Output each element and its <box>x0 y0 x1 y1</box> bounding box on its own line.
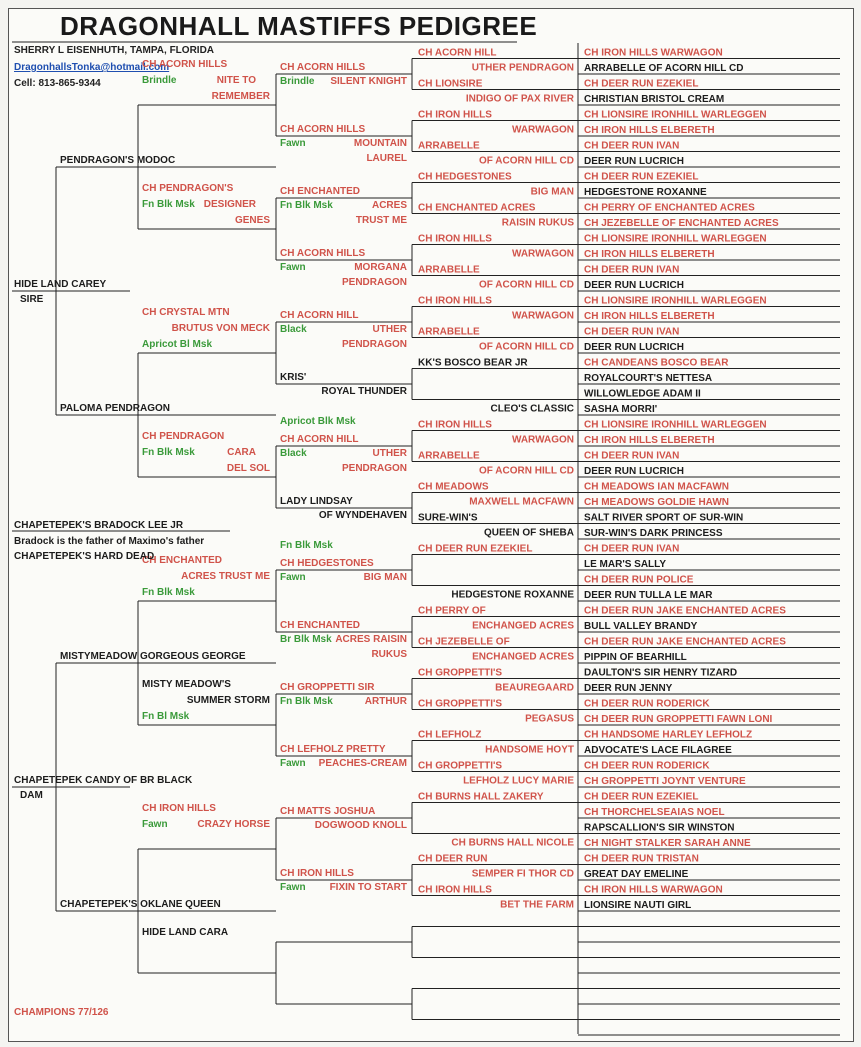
gen6-ancestor: ROYALCOURT'S NETTESA <box>584 373 713 384</box>
gen4-name-line2: ARTHUR <box>364 696 407 707</box>
gen5-name-line1: CH BURNS HALL ZAKERY <box>418 791 544 803</box>
gen6-ancestor: SALT RIVER SPORT OF SUR-WIN <box>584 512 744 524</box>
gen5-name-line1: CH LIONSIRE <box>418 78 483 90</box>
gen5-name-line1: CH DEER RUN EZEKIEL <box>418 543 533 555</box>
gen3-name-line1: CH IRON HILLS <box>142 803 216 814</box>
gen5-name-line2: HANDSOME HOYT <box>485 744 574 756</box>
gen3-name-line2: CARA <box>227 447 256 458</box>
gen5-name-line1: CH LEFHOLZ <box>418 729 482 741</box>
gen5-name-line1: ARRABELLE <box>418 264 480 276</box>
gen6-ancestor: CH MEADOWS IAN MACFAWN <box>584 481 729 493</box>
gen6-ancestor: SUR-WIN'S DARK PRINCESS <box>584 528 723 539</box>
gen4-coat-color: Fn Blk Msk <box>280 696 333 707</box>
gen3-coat-color: Fn Blk Msk <box>142 447 195 458</box>
gen6-ancestor: LE MAR'S SALLY <box>584 559 667 570</box>
gen3-name-line3: GENES <box>234 215 270 226</box>
gen6-ancestor: CH LIONSIRE IRONHILL WARLEGGEN <box>584 295 767 307</box>
gen4-coat-color: Br Blk Msk <box>280 634 332 645</box>
gen6-ancestor: CH CANDEANS BOSCO BEAR <box>584 357 729 369</box>
gen1-role: DAM <box>20 790 43 801</box>
gen6-ancestor: HEDGESTONE ROXANNE <box>584 187 707 198</box>
gen5-name-line2: ENCHANGED ACRES <box>472 620 574 632</box>
gen6-ancestor: CH JEZEBELLE OF ENCHANTED ACRES <box>584 218 779 229</box>
gen4-name-line2: ACRES RAISIN <box>335 634 407 645</box>
gen5-name-line2: PEGASUS <box>525 713 574 725</box>
email-link[interactable]: DragonhallsTonka@hotmail.com <box>14 62 170 73</box>
gen6-ancestor: CH LIONSIRE IRONHILL WARLEGGEN <box>584 233 767 245</box>
gen3-name-line2: NITE TO <box>216 75 256 86</box>
gen5-name-line2: LEFHOLZ LUCY MARIE <box>463 775 574 787</box>
gen6-ancestor: CHRISTIAN BRISTOL CREAM <box>584 94 725 105</box>
gen4-name-line1: CH ENCHANTED <box>280 186 360 197</box>
gen5-name-line2: BET THE FARM <box>500 899 574 911</box>
gen6-ancestor: DEER RUN LUCRICH <box>584 466 684 477</box>
gen4-name-line3: LAUREL <box>366 153 407 164</box>
gen4-name-line3: PENDRAGON <box>341 339 407 350</box>
gen6-ancestor: BULL VALLEY BRANDY <box>584 621 698 632</box>
gen3-name-line1: CH CRYSTAL MTN <box>142 307 230 318</box>
gen6-ancestor: LIONSIRE NAUTI GIRL <box>584 900 692 911</box>
gen6-ancestor: CH DEER RUN TRISTAN <box>584 853 699 865</box>
gen4-coat-color: Fawn <box>280 572 306 583</box>
gen3-name-line1: HIDE LAND CARA <box>142 927 229 938</box>
gen3-name-line2: BRUTUS VON MECK <box>171 323 270 334</box>
gen4-name-line1: CH ACORN HILL <box>280 310 359 321</box>
gen6-ancestor: CH IRON HILLS ELBERETH <box>584 311 715 322</box>
gen6-ancestor: PIPPIN OF BEARHILL <box>584 652 687 663</box>
gen6-ancestor: CH DEER RUN EZEKIEL <box>584 171 699 183</box>
gen6-ancestor: DEER RUN TULLA LE MAR <box>584 590 713 601</box>
gen4-name-line1: CH ACORN HILLS <box>280 62 366 73</box>
gen5-name-line2: ENCHANGED ACRES <box>472 651 574 663</box>
gen4-name-line2: ACRES <box>371 200 407 211</box>
gen6-ancestor: CH LIONSIRE IRONHILL WARLEGGEN <box>584 419 767 431</box>
gen4-name-line3: PENDRAGON <box>341 463 407 474</box>
gen4-name-line1: CH LEFHOLZ PRETTY <box>280 744 386 755</box>
gen4-name-line2: PEACHES-CREAM <box>318 758 407 769</box>
gen5-name-line1: KK'S BOSCO BEAR JR <box>418 357 528 369</box>
gen5-name-line2: WARWAGON <box>511 248 574 260</box>
gen5-name-line1: CH GROPPETTI'S <box>418 698 503 710</box>
gen4-name-line3: PENDRAGON <box>341 277 407 288</box>
gen4-name-line1: CH ACORN HILL <box>280 434 359 445</box>
gen5-name-line2: SEMPER FI THOR CD <box>471 868 574 880</box>
gen4-coat-color: Fawn <box>280 138 306 149</box>
gen4-name-line2: UTHER <box>372 324 407 335</box>
gen5-name-line2: OF ACORN HILL CD <box>479 279 574 291</box>
gen4-name-line1: KRIS' <box>280 372 307 383</box>
gen5-name-line2: OF ACORN HILL CD <box>479 341 574 353</box>
gen4-name-line1: CH HEDGESTONES <box>280 558 374 569</box>
gen4-name-line2: FIXIN TO START <box>329 882 407 893</box>
gen5-name-line1: CH ACORN HILL <box>418 47 497 59</box>
gen5-name-line1: CH DEER RUN <box>418 853 488 865</box>
gen2-name: CHAPETEPEK'S OKLANE QUEEN <box>60 899 221 910</box>
gen6-ancestor: CH IRON HILLS ELBERETH <box>584 249 715 260</box>
gen6-ancestor: WILLOWLEDGE ADAM II <box>584 388 701 400</box>
gen5-name-line2: BEAUREGAARD <box>495 682 574 694</box>
gen6-ancestor: CH DEER RUN JAKE ENCHANTED ACRES <box>584 636 786 648</box>
gen1-role: SIRE <box>20 294 44 305</box>
gen4-name-line2: UTHER <box>372 448 407 459</box>
bradock-note: Bradock is the father of Maximo's father <box>14 536 205 547</box>
gen6-ancestor: CH GROPPETTI JOYNT VENTURE <box>584 776 746 787</box>
gen4-name-line1: LADY LINDSAY <box>280 496 353 507</box>
gen5-name-line1: CH IRON HILLS <box>418 109 492 121</box>
gen6-ancestor: CH DEER RUN POLICE <box>584 574 694 586</box>
gen3-name-line2: DESIGNER <box>203 199 256 210</box>
gen4-name-line3: TRUST ME <box>355 215 407 226</box>
gen3-name-line2: CRAZY HORSE <box>197 819 270 830</box>
gen6-ancestor: DEER RUN LUCRICH <box>584 342 684 353</box>
gen5-name-line2: HEDGESTONE ROXANNE <box>451 589 574 601</box>
gen6-ancestor: CH DEER RUN JAKE ENCHANTED ACRES <box>584 605 786 617</box>
gen3-name-line2: ACRES TRUST ME <box>181 571 270 582</box>
gen6-ancestor: CH DEER RUN IVAN <box>584 140 680 152</box>
gen3-name-line1: CH ENCHANTED <box>142 555 222 566</box>
champions-count: CHAMPIONS 77/126 <box>14 1007 109 1018</box>
gen3-name-line1: MISTY MEADOW'S <box>142 679 231 690</box>
gen5-name-line2: CH BURNS HALL NICOLE <box>451 837 574 849</box>
gen5-name-line1: CH GROPPETTI'S <box>418 760 503 772</box>
gen4-coat-color: Fn Blk Msk <box>280 540 333 551</box>
gen4-coat-color: Fawn <box>280 262 306 273</box>
gen2-name: PALOMA PENDRAGON <box>60 403 170 414</box>
gen3-name-line3: REMEMBER <box>211 91 270 102</box>
gen6-ancestor: DEER RUN JENNY <box>584 683 673 694</box>
gen6-ancestor: CH IRON HILLS WARWAGON <box>584 884 723 896</box>
gen6-ancestor: RAPSCALLION'S SIR WINSTON <box>584 822 735 834</box>
gen6-ancestor: CH THORCHELSEAIAS NOEL <box>584 807 725 818</box>
gen5-name-line2: QUEEN OF SHEBA <box>483 527 574 539</box>
gen5-name-line1: ARRABELLE <box>418 326 480 338</box>
gen6-ancestor: CH IRON HILLS WARWAGON <box>584 47 723 59</box>
gen6-ancestor: CH PERRY OF ENCHANTED ACRES <box>584 202 755 214</box>
gen4-name-line2: OF WYNDEHAVEN <box>318 510 407 521</box>
gen5-name-line2: WARWAGON <box>511 124 574 136</box>
gen4-name-line2: DOGWOOD KNOLL <box>314 820 407 831</box>
gen5-name-line1: CH GROPPETTI'S <box>418 667 503 679</box>
gen5-name-line2: WARWAGON <box>511 310 574 322</box>
gen3-name-line3: DEL SOL <box>226 463 270 474</box>
gen5-name-line2: OF ACORN HILL CD <box>479 155 574 167</box>
gen5-name-line2: INDIGO OF PAX RIVER <box>465 93 574 105</box>
gen4-name-line1: CH ENCHANTED <box>280 620 360 631</box>
gen4-name-line1: CH GROPPETTI SIR <box>280 682 375 693</box>
gen6-ancestor: CH DEER RUN EZEKIEL <box>584 78 699 90</box>
gen6-ancestor: CH DEER RUN RODERICK <box>584 698 710 710</box>
gen2-name: PENDRAGON'S MODOC <box>60 155 176 166</box>
gen6-ancestor: DEER RUN LUCRICH <box>584 156 684 167</box>
gen4-name-line2: SILENT KNIGHT <box>330 76 407 87</box>
gen6-ancestor: GREAT DAY EMELINE <box>584 869 689 880</box>
gen6-ancestor: CH DEER RUN IVAN <box>584 450 680 462</box>
gen6-ancestor: CH MEADOWS GOLDIE HAWN <box>584 497 729 508</box>
gen4-coat-color: Apricot Blk Msk <box>280 416 356 427</box>
gen4-name-line2: MORGANA <box>354 262 407 273</box>
gen4-coat-color: Black <box>280 448 307 459</box>
gen5-name-line2: OF ACORN HILL CD <box>479 465 574 477</box>
gen3-name-line2: SUMMER STORM <box>186 695 270 706</box>
gen6-ancestor: CH DEER RUN EZEKIEL <box>584 791 699 803</box>
gen5-name-line1: CH IRON HILLS <box>418 295 492 307</box>
gen6-ancestor: SASHA MORRI' <box>584 404 658 415</box>
gen6-ancestor: DEER RUN LUCRICH <box>584 280 684 291</box>
gen5-name-line2: BIG MAN <box>530 186 574 198</box>
gen1-name: HIDE LAND CAREY <box>14 279 107 290</box>
gen6-ancestor: CH DEER RUN IVAN <box>584 543 680 555</box>
gen4-name-line3: RUKUS <box>371 649 407 660</box>
gen6-ancestor: CH DEER RUN RODERICK <box>584 760 710 772</box>
gen4-name-line1: CH IRON HILLS <box>280 868 354 879</box>
gen5-name-line1: CH ENCHANTED ACRES <box>418 202 536 214</box>
gen3-coat-color: Fn Blk Msk <box>142 199 195 210</box>
gen5-name-line1: CH IRON HILLS <box>418 884 492 896</box>
gen6-ancestor: CH DEER RUN IVAN <box>584 264 680 276</box>
gen6-ancestor: CH IRON HILLS ELBERETH <box>584 435 715 446</box>
gen4-name-line2: ROYAL THUNDER <box>321 386 407 397</box>
cell-phone: Cell: 813-865-9344 <box>14 78 101 89</box>
owner-line: SHERRY L EISENHUTH, TAMPA, FLORIDA <box>14 45 215 56</box>
gen5-name-line1: CH IRON HILLS <box>418 233 492 245</box>
gen6-ancestor: ADVOCATE'S LACE FILAGREE <box>584 745 732 756</box>
gen5-name-line1: CH PERRY OF <box>418 605 486 617</box>
gen4-name-line2: BIG MAN <box>363 572 407 583</box>
gen6-ancestor: CH DEER RUN IVAN <box>584 326 680 338</box>
gen5-name-line2: RAISIN RUKUS <box>501 217 574 229</box>
gen3-coat-color: Brindle <box>142 75 177 86</box>
gen3-coat-color: Apricot Bl Msk <box>142 339 213 350</box>
gen6-ancestor: CH IRON HILLS ELBERETH <box>584 125 715 136</box>
gen5-name-line1: CH IRON HILLS <box>418 419 492 431</box>
gen4-coat-color: Fn Blk Msk <box>280 200 333 211</box>
gen4-name-line1: CH ACORN HILLS <box>280 248 366 259</box>
gen5-name-line2: MAXWELL MACFAWN <box>469 496 574 508</box>
gen5-name-line2: CLEO'S CLASSIC <box>490 403 574 415</box>
gen3-name-line1: CH PENDRAGON'S <box>142 183 234 194</box>
gen2-name: MISTYMEADOW GORGEOUS GEORGE <box>60 651 246 662</box>
gen6-ancestor: ARRABELLE OF ACORN HILL CD <box>584 63 744 74</box>
gen5-name-line1: ARRABELLE <box>418 140 480 152</box>
page-title: DRAGONHALL MASTIFFS PEDIGREE <box>60 11 538 41</box>
gen3-coat-color: Fn Blk Msk <box>142 587 195 598</box>
gen4-name-line2: MOUNTAIN <box>353 138 407 149</box>
gen4-name-line1: CH MATTS JOSHUA <box>280 806 376 817</box>
gen4-coat-color: Brindle <box>280 76 315 87</box>
gen5-name-line1: CH MEADOWS <box>418 481 489 493</box>
gen4-coat-color: Black <box>280 324 307 335</box>
gen5-name-line1: SURE-WIN'S <box>418 512 478 524</box>
gen6-ancestor: DAULTON'S SIR HENRY TIZARD <box>584 667 738 679</box>
gen1-name: CHAPETEPEK CANDY OF BR BLACK <box>14 775 193 786</box>
gen6-ancestor: CH HANDSOME HARLEY LEFHOLZ <box>584 729 753 741</box>
gen4-coat-color: Fawn <box>280 758 306 769</box>
gen5-name-line2: WARWAGON <box>511 434 574 446</box>
gen4-name-line1: CH ACORN HILLS <box>280 124 366 135</box>
gen3-coat-color: Fawn <box>142 819 168 830</box>
gen6-ancestor: CH NIGHT STALKER SARAH ANNE <box>584 838 751 849</box>
gen4-coat-color: Fawn <box>280 882 306 893</box>
gen6-ancestor: CH LIONSIRE IRONHILL WARLEGGEN <box>584 109 767 121</box>
gen5-name-line1: CH HEDGESTONES <box>418 171 512 183</box>
gen5-name-line2: UTHER PENDRAGON <box>471 62 574 74</box>
gen6-ancestor: CH DEER RUN GROPPETTI FAWN LONI <box>584 714 773 725</box>
gen3-name-line1: CH PENDRAGON <box>142 431 225 442</box>
gen5-name-line1: ARRABELLE <box>418 450 480 462</box>
gen3-name-line1: CH ACORN HILLS <box>142 59 228 70</box>
gen3-coat-color: Fn Bl Msk <box>142 711 190 722</box>
bradock-hard-dead: CHAPETEPEK'S HARD DEAD <box>14 551 155 562</box>
gen5-name-line1: CH JEZEBELLE OF <box>418 636 510 648</box>
bradock-name: CHAPETEPEK'S BRADOCK LEE JR <box>14 520 184 531</box>
